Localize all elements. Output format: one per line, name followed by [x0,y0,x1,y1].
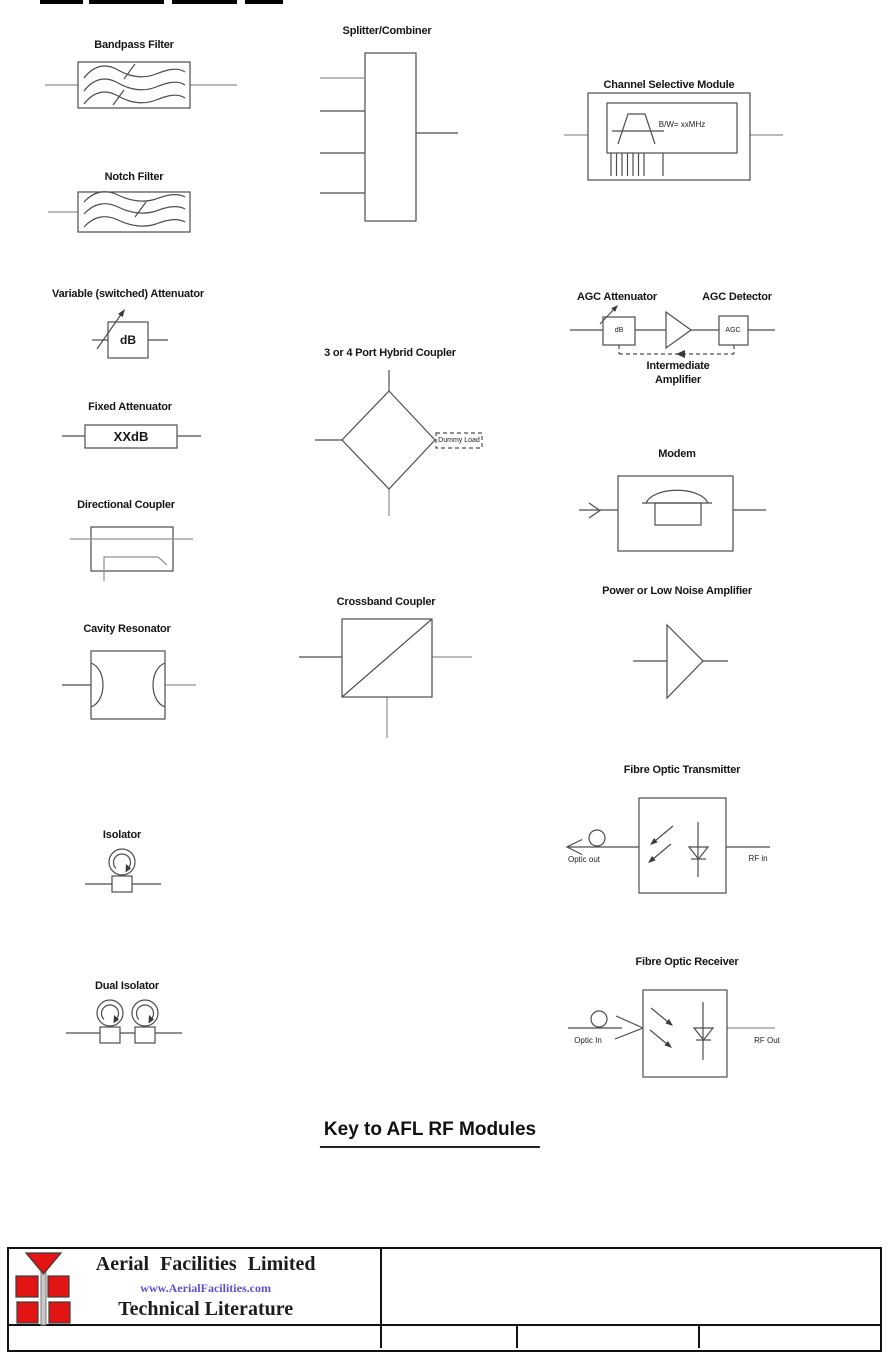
footer-row-fields [9,1326,880,1348]
footer-empty-cell [382,1249,880,1324]
label-cavity-resonator: Cavity Resonator [83,623,171,635]
footer-title-block [7,1247,882,1352]
fo-tx-optic-port-label: Optic out [567,855,601,864]
cavity-resonator-symbol [62,651,196,719]
label-intermediate-amplifier-line2: Amplifier [655,374,701,386]
splitter-combiner-symbol [320,53,458,221]
label-fibre-optic-receiver: Fibre Optic Receiver [635,956,739,968]
label-variable-attenuator: Variable (switched) Attenuator [52,288,204,300]
label-channel-selective-module: Channel Selective Module [603,79,735,91]
doc-type-heading: Technical Literature [118,1298,294,1320]
label-agc-detector: AGC Detector [702,291,772,303]
agc-chain-symbol [570,305,775,358]
channel-module-bandwidth-text: B/W= xxMHz [658,120,706,129]
company-name: Aerial Facilities Limited [95,1253,316,1275]
directional-coupler-symbol [70,527,193,581]
isolator-symbol [85,849,161,892]
label-directional-coupler: Directional Coupler [77,499,175,511]
label-splitter-combiner: Splitter/Combiner [342,25,432,37]
agc-detector-value: AGC [725,327,741,334]
channel-selective-module-symbol [564,93,783,180]
label-power-lna: Power or Low Noise Amplifier [602,585,752,597]
fo-rx-rf-port-label: RF Out [754,1036,780,1045]
label-hybrid-coupler: 3 or 4 Port Hybrid Coupler [324,347,456,359]
modem-symbol [579,476,766,551]
label-bandpass-filter: Bandpass Filter [94,39,174,51]
page-title: Key to AFL RF Modules [320,1119,540,1148]
label-modem: Modem [658,448,696,460]
label-isolator: Isolator [102,829,142,841]
fo-tx-rf-port-label: RF in [748,854,768,863]
label-crossband-coupler: Crossband Coupler [336,596,436,608]
afl-logo [15,1251,73,1327]
bandpass-filter-symbol [45,62,237,108]
label-fixed-attenuator: Fixed Attenuator [88,401,172,413]
fibre-optic-receiver-symbol [568,990,775,1077]
footer-field-cell-2 [382,1326,518,1348]
label-intermediate-amplifier-line1: Intermediate [646,360,710,372]
amplifier-symbol [633,625,728,698]
dummy-load-text: Dummy Load [438,437,480,444]
footer-row-brand [9,1249,880,1326]
footer-brand-cell [9,1249,382,1324]
label-intermediate-amplifier [646,359,709,387]
dual-isolator-symbol [66,1000,182,1043]
label-dual-isolator: Dual Isolator [94,980,160,992]
footer-field-cell-1 [9,1326,382,1348]
footer-field-cell-3 [518,1326,700,1348]
label-agc-attenuator: AGC Attenuator [577,291,657,303]
label-notch-filter: Notch Filter [104,171,164,183]
agc-attenuator-value: dB [614,327,624,334]
variable-attenuator-value: dB [120,333,136,347]
notch-filter-symbol [48,192,190,232]
company-website-link[interactable]: www.AerialFacilities.com [140,1281,271,1295]
label-fibre-optic-transmitter: Fibre Optic Transmitter [623,764,741,776]
crossband-coupler-symbol [299,619,472,738]
fixed-attenuator-value: XXdB [113,429,149,444]
fo-rx-optic-port-label: Optic In [574,1036,602,1045]
fibre-optic-transmitter-symbol [567,798,770,893]
footer-field-cell-4 [700,1326,880,1348]
